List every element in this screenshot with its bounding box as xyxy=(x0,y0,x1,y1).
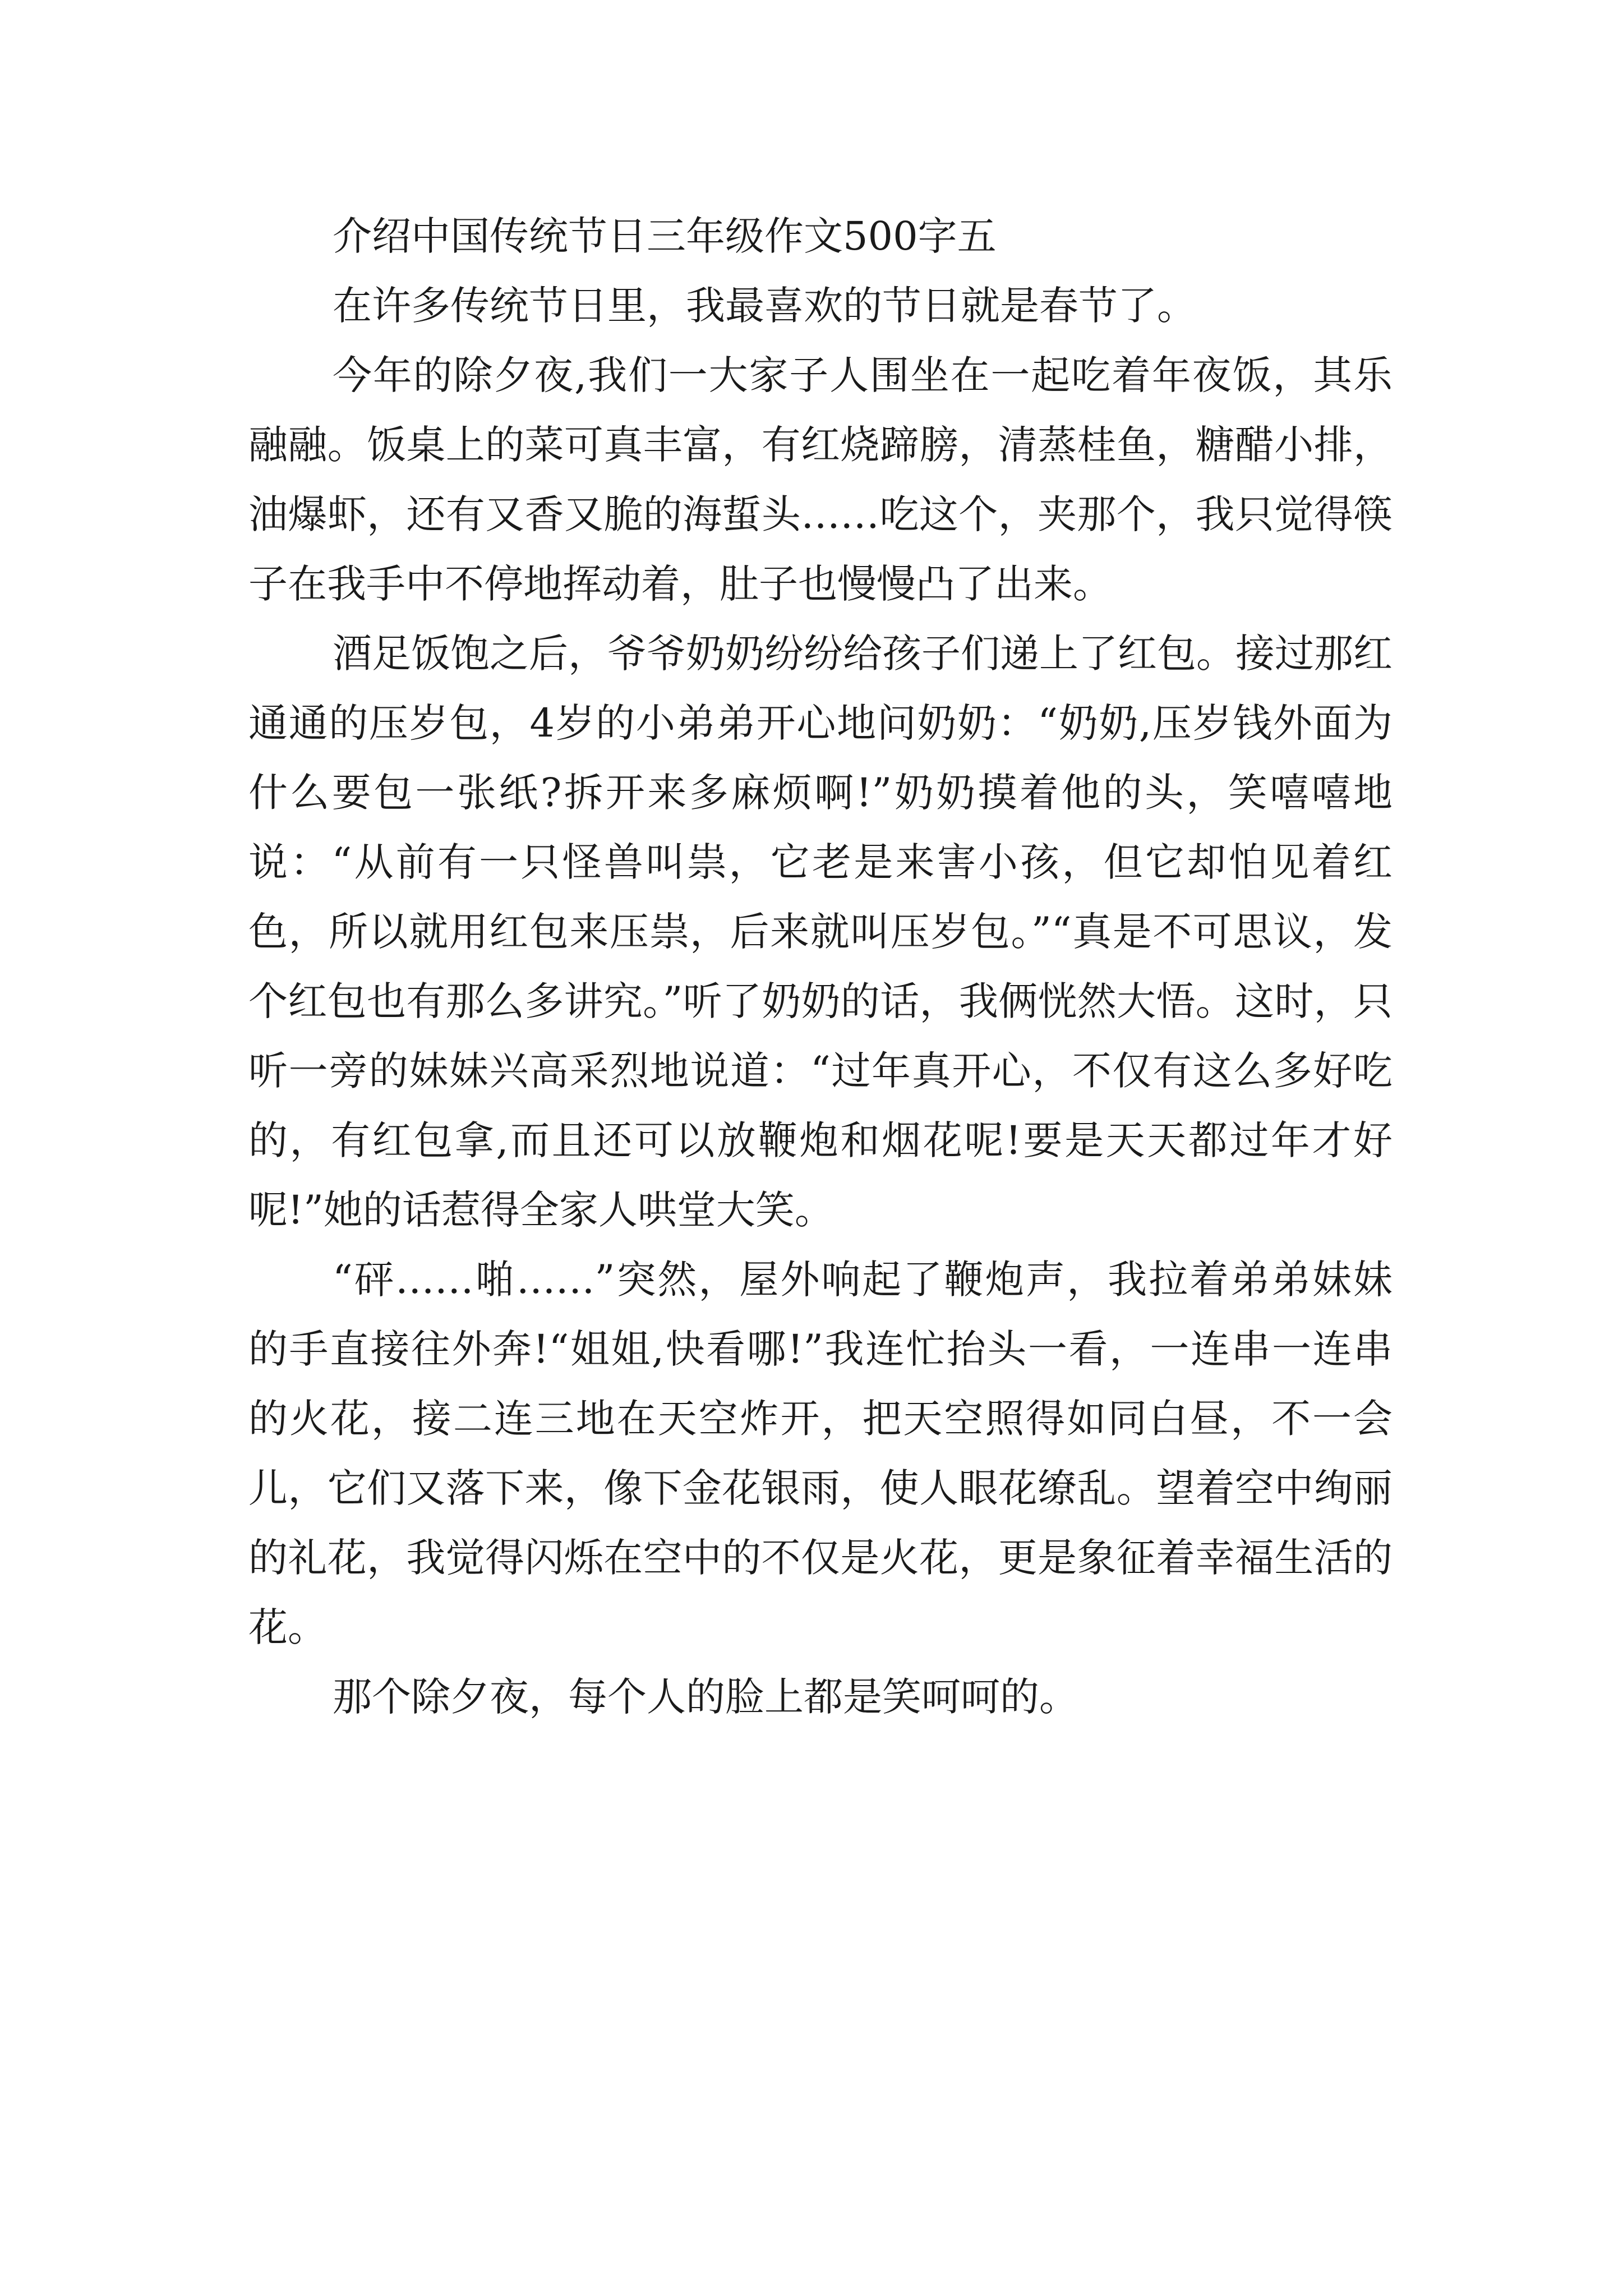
paragraph-3: 酒足饭饱之后，爷爷奶奶纷纷给孩子们递上了红包。接过那红通通的压岁包，4岁的小弟弟开心地问奶奶：“奶奶,压岁钱外面为什么要包一张纸?拆开来多麻烦啊!”奶奶摸着他的头，笑嘻嘻地说：“从前有一只怪兽叫祟，它老是来害小孩，但它却怕见着红色，所以就用红包来压祟，后来就叫压岁包。”“真是不可思议，发个红包也有那么多讲究。”听了奶奶的话，我俩恍然大悟。这时，只听一旁的妹妹兴高采烈地说道：“过年真开心，不仅有这么多好吃的，有红包拿,而且还可以放鞭炮和烟花呢!要是天天都过年才好呢!”她的话惹得全家人哄堂大笑。 xyxy=(248,631,1393,1233)
paragraph-5: 那个除夕夜，每个人的脸上都是笑呵呵的。 xyxy=(333,1674,1078,1720)
document-title: 介绍中国传统节日三年级作文500字五 xyxy=(333,213,997,259)
paragraph-2: 今年的除夕夜,我们一大家子人围坐在一起吃着年夜饭，其乐融融。饭桌上的菜可真丰富，有红烧蹄膀，清蒸桂鱼，糖醋小排，油爆虾，还有又香又脆的海蜇头……吃这个，夹那个，我只觉得筷子在我手中不停地挥动着，肚子也慢慢凸了出来。 xyxy=(248,352,1393,607)
document-body xyxy=(248,201,1393,1732)
paragraph-4: “砰……啪……”突然，屋外响起了鞭炮声，我拉着弟弟妹妹的手直接往外奔!“姐姐,快看哪!”我连忙抬头一看，一连串一连串的火花，接二连三地在天空炸开，把天空照得如同白昼，不一会儿，它们又落下来，像下金花银雨，使人眼花缭乱。望着空中绚丽的礼花，我觉得闪烁在空中的不仅是火花，更是象征着幸福生活的花。 xyxy=(248,1257,1393,1650)
paragraph-1: 在许多传统节日里，我最喜欢的节日就是春节了。 xyxy=(333,283,1196,329)
